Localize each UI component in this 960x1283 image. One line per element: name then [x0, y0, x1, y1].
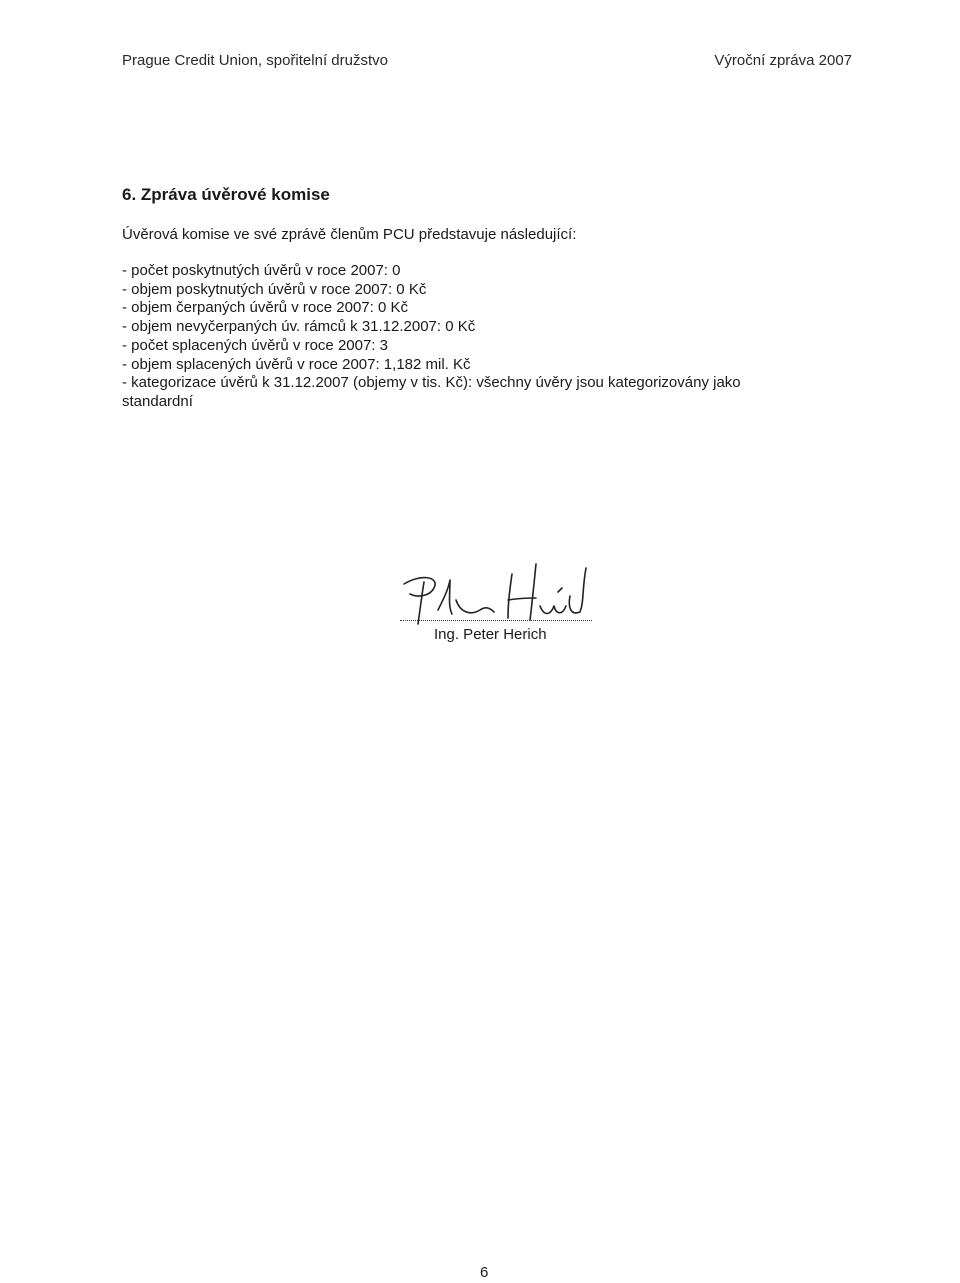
page-header: [122, 52, 852, 74]
section-heading: 6. Zpráva úvěrové komise: [122, 185, 330, 204]
section-intro: Úvěrová komise ve své zprávě členům PCU představuje následující:: [122, 226, 577, 243]
list-item: - objem čerpaných úvěrů v roce 2007: 0 Kč: [122, 299, 408, 317]
item-list: [122, 262, 822, 412]
list-item: - objem nevyčerpaných úv. rámců k 31.12.2007: 0 Kč: [122, 318, 476, 336]
list-item: - objem poskytnutých úvěrů v roce 2007: 0 Kč: [122, 280, 427, 298]
signature-block: [390, 560, 600, 650]
list-item: - počet poskytnutých úvěrů v roce 2007: 0: [122, 262, 401, 279]
list-item: - kategorizace úvěrů k 31.12.2007 (objemy v tis. Kč): všechny úvěry jsou kategorizovány jako standardní: [122, 374, 741, 410]
list-item: - objem splacených úvěrů v roce 2007: 1,182 mil. Kč: [122, 355, 471, 373]
list-item: - počet splacených úvěrů v roce 2007: 3: [122, 336, 388, 354]
handwritten-signature: [390, 560, 600, 626]
header-organization: Prague Credit Union, spořitelní družstvo: [122, 52, 388, 69]
header-report-title: Výroční zpráva 2007: [714, 52, 852, 69]
signer-name: Ing. Peter Herich: [434, 626, 547, 643]
page-number: 6: [480, 1264, 489, 1281]
signature-line: [400, 620, 592, 621]
